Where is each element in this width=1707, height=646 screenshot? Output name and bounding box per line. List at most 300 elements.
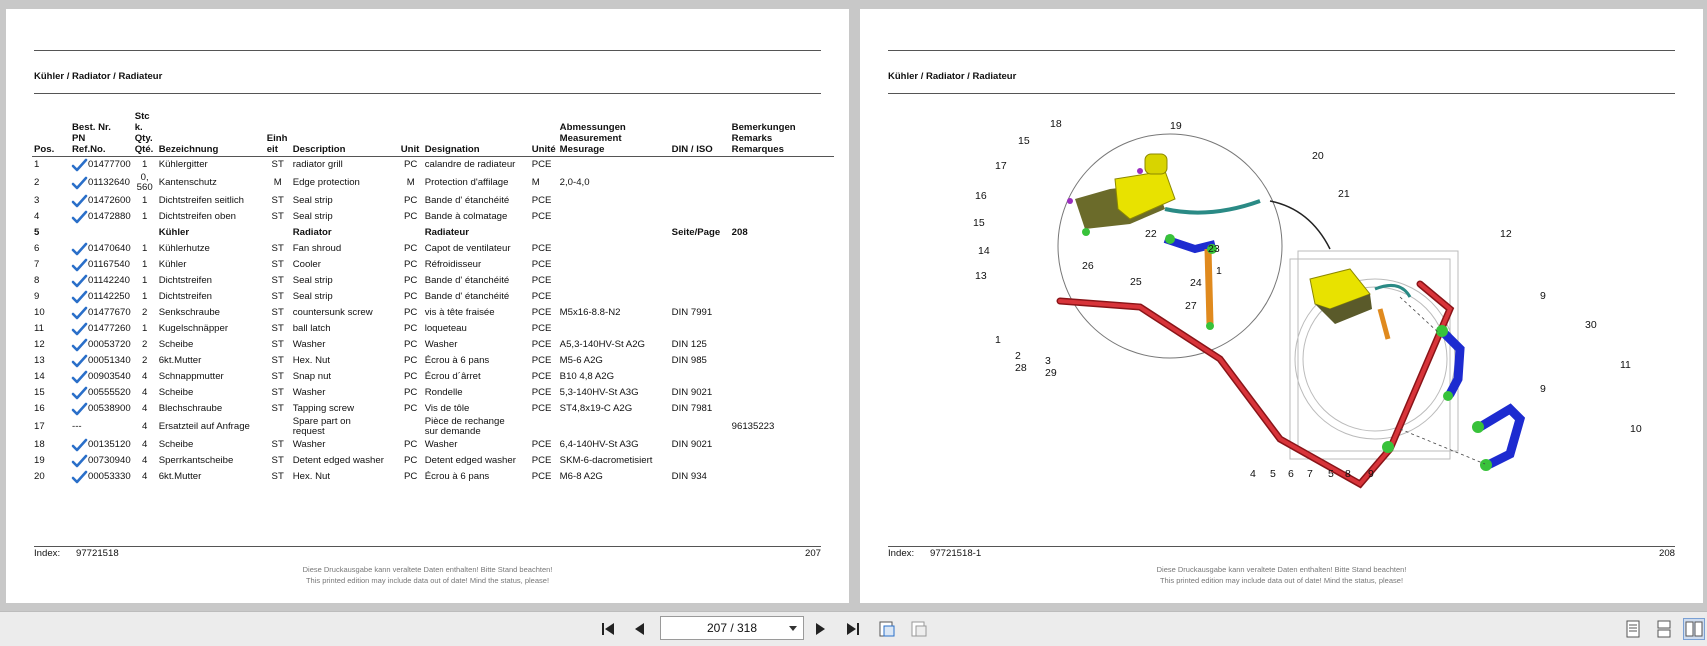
cell-desig-text: Écrou à 6 pans	[424, 470, 490, 482]
cell-unite	[530, 273, 558, 289]
page-indicator: 207 / 318	[706, 621, 758, 635]
cell-bem	[730, 337, 834, 353]
cell-din	[670, 353, 730, 369]
cell-qty	[133, 385, 157, 401]
cell-pos-text: 1	[34, 158, 40, 170]
table-header	[32, 111, 834, 157]
cell-desc	[291, 369, 399, 385]
cell-unit-text: PC	[404, 306, 418, 318]
cell-einh	[265, 157, 291, 174]
cell-einh-text: ST	[271, 470, 284, 482]
expansion-tank-main	[1310, 269, 1410, 339]
cell-desc	[291, 225, 399, 241]
parts-table	[32, 111, 834, 485]
cell-desig-text: vis à tête fraisée	[424, 306, 495, 318]
cell-pn	[70, 241, 133, 257]
cell-einh-text: ST	[271, 158, 284, 170]
cell-einh-text: ST	[271, 210, 284, 222]
cell-desc	[291, 401, 399, 417]
page-number: 208	[1658, 548, 1675, 559]
cell-einh	[265, 257, 291, 273]
cell-pos	[32, 305, 70, 321]
cell-qty-text: 1	[142, 242, 148, 254]
cell-abm	[558, 453, 670, 469]
cell-bez	[157, 193, 265, 209]
cell-abm	[558, 173, 670, 193]
cell-unit-text: PC	[404, 194, 418, 206]
cell-unite	[530, 437, 558, 453]
cell-din	[670, 469, 730, 485]
cell-einh	[265, 353, 291, 369]
cell-qty	[133, 469, 157, 485]
col-pn: Best. Nr. PN Ref.No.	[70, 111, 133, 157]
cell-bez-text: Scheibe	[158, 438, 194, 450]
cell-pn-text: 00538900	[88, 403, 131, 414]
cell-pos	[32, 225, 70, 241]
callout-label: 7	[1307, 468, 1313, 480]
cell-din	[670, 209, 730, 225]
cell-qty	[133, 209, 157, 225]
table-row	[32, 241, 834, 257]
cell-desig	[423, 401, 530, 417]
cell-bez	[157, 437, 265, 453]
cell-abm	[558, 321, 670, 337]
cell-abm	[558, 241, 670, 257]
cell-unit	[399, 453, 423, 469]
callout-label: 8	[1345, 468, 1351, 480]
cell-abm	[558, 401, 670, 417]
cell-bez-text: Dichtstreifen seitlich	[158, 194, 244, 206]
table-row	[32, 257, 834, 273]
col-desc: Description	[291, 111, 399, 157]
checkmark-icon	[72, 307, 87, 320]
cell-bez	[157, 417, 265, 437]
cell-einh	[265, 437, 291, 453]
callout-label: 29	[1045, 367, 1057, 379]
cell-bez	[157, 321, 265, 337]
cell-qty-text: 4	[142, 470, 148, 482]
cell-desig	[423, 305, 530, 321]
cell-abm	[558, 305, 670, 321]
checkmark-icon	[72, 195, 87, 208]
next-page-icon[interactable]	[810, 618, 832, 640]
cell-bez	[157, 289, 265, 305]
cell-pos-text: 6	[34, 242, 40, 254]
cell-bez	[157, 401, 265, 417]
index-label: Index:	[888, 548, 915, 559]
cell-qty	[133, 173, 157, 193]
cell-desc-text: countersunk screw	[292, 306, 373, 318]
cell-unit	[399, 241, 423, 257]
cell-pn	[70, 173, 133, 193]
title-rule	[888, 93, 1675, 94]
cell-unite	[530, 321, 558, 337]
cell-desc	[291, 241, 399, 257]
cell-einh-text: ST	[271, 370, 284, 382]
single-page-icon[interactable]	[1622, 618, 1644, 640]
cell-desc-text: Washer	[292, 438, 326, 450]
cell-einh	[265, 385, 291, 401]
table-row	[32, 369, 834, 385]
cell-bez-text: Senkschraube	[158, 306, 221, 318]
cell-unit-text: PC	[404, 454, 418, 466]
callout-label: 17	[995, 160, 1007, 172]
cell-pos	[32, 209, 70, 225]
index-value: 97721518-1	[930, 548, 982, 559]
cell-abm	[558, 273, 670, 289]
cell-desig	[423, 417, 530, 437]
cell-din-text: DIN 7991	[671, 306, 713, 318]
cell-unit-text: PC	[404, 290, 418, 302]
cell-pn-text: 00730940	[88, 455, 131, 466]
cell-pn-text: 00135120	[88, 439, 131, 450]
cell-din	[670, 225, 730, 241]
cell-qty	[133, 417, 157, 437]
cell-abm-text: 5,3-140HV-St A3G	[559, 386, 639, 398]
cell-unite-text: PCE	[531, 242, 552, 254]
col-qty: Stc k. Qty. Qté.	[133, 111, 157, 157]
page-title: Kühler / Radiator / Radiateur	[34, 71, 163, 82]
checkmark-icon	[72, 339, 87, 352]
cell-qty-text: 4	[142, 370, 148, 382]
cell-abm	[558, 289, 670, 305]
cell-bez	[157, 257, 265, 273]
table-row	[32, 209, 834, 225]
cell-einh	[265, 289, 291, 305]
cell-unite-text: M	[531, 176, 540, 188]
cell-bem	[730, 353, 834, 369]
checkmark-icon	[72, 291, 87, 304]
first-page-icon[interactable]	[597, 618, 619, 640]
cell-unit-text: PC	[404, 242, 418, 254]
viewer-toolbar	[0, 611, 1707, 646]
cell-desig-text: Washer	[424, 438, 458, 450]
callout-label: 14	[978, 245, 990, 257]
cell-din	[670, 273, 730, 289]
cell-qty	[133, 225, 157, 241]
cell-qty	[133, 401, 157, 417]
cell-desig	[423, 453, 530, 469]
callout-label: 21	[1338, 188, 1350, 200]
cell-einh	[265, 453, 291, 469]
cell-bem	[730, 173, 834, 193]
cell-abm	[558, 353, 670, 369]
callout-label: 3	[1045, 355, 1051, 367]
cell-pos	[32, 273, 70, 289]
cell-einh-text: ST	[271, 242, 284, 254]
cell-abm	[558, 385, 670, 401]
cell-desc-text: Snap nut	[292, 370, 332, 382]
cell-desc	[291, 469, 399, 485]
cell-pn	[70, 321, 133, 337]
cell-unit	[399, 173, 423, 193]
cell-unite-text: PCE	[531, 210, 552, 222]
cell-qty-text: 1	[142, 194, 148, 206]
header-rule	[888, 50, 1675, 51]
cell-pos-text: 4	[34, 210, 40, 222]
orange-pipe	[1208, 249, 1210, 324]
cell-abm	[558, 209, 670, 225]
table-row	[32, 469, 834, 485]
cell-desig	[423, 437, 530, 453]
cell-pn-text: 01477700	[88, 159, 131, 170]
callout-label: 9	[1540, 383, 1546, 395]
cell-bez-text: Kühler	[158, 258, 187, 270]
cell-pn-text: 01472880	[88, 211, 131, 222]
cell-unit	[399, 209, 423, 225]
cell-qty	[133, 437, 157, 453]
cell-bez-text: Kühlerhutze	[158, 242, 210, 254]
cell-din	[670, 401, 730, 417]
blue-hoses	[1445, 334, 1520, 464]
cell-unite-text: PCE	[531, 194, 552, 206]
callout-label: 18	[1050, 118, 1062, 130]
checkmark-icon	[72, 355, 87, 368]
cell-din-text: DIN 125	[671, 338, 707, 350]
cell-desc-text: Detent edged washer	[292, 454, 384, 466]
cell-bem	[730, 417, 834, 437]
cell-pos-text: 3	[34, 194, 40, 206]
cell-pos-text: 5	[34, 226, 40, 238]
cell-qty-text: 2	[142, 338, 148, 350]
cell-qty-text: 0, 560	[136, 172, 153, 193]
cell-desc	[291, 305, 399, 321]
cell-abm	[558, 469, 670, 485]
callout-label: 5	[1270, 468, 1276, 480]
cell-qty	[133, 353, 157, 369]
cell-einh-text: ST	[271, 386, 284, 398]
cell-qty	[133, 369, 157, 385]
cell-unit-text: PC	[404, 370, 418, 382]
cell-din	[670, 241, 730, 257]
cell-pos-text: 2	[34, 176, 40, 188]
cell-qty	[133, 453, 157, 469]
callout-label: 15	[973, 217, 985, 229]
cell-din-text: Seite/Page	[671, 226, 721, 238]
page-selector[interactable]	[660, 616, 804, 640]
callout-label: 19	[1170, 120, 1182, 132]
table-row	[32, 321, 834, 337]
detail-leader	[1270, 201, 1330, 249]
cell-pn	[70, 193, 133, 209]
cell-pos-text: 11	[34, 322, 44, 334]
cell-einh-text: ST	[271, 290, 284, 302]
col-unite: Unité	[530, 111, 558, 157]
cell-qty	[133, 257, 157, 273]
checkmark-icon	[72, 159, 87, 172]
cell-pn	[70, 225, 133, 241]
cell-pos	[32, 337, 70, 353]
checkmark-icon	[72, 387, 87, 400]
cell-pos-text: 15	[34, 386, 45, 398]
cell-din	[670, 369, 730, 385]
cell-desc	[291, 193, 399, 209]
table-row	[32, 193, 834, 209]
cell-einh-text: ST	[271, 258, 284, 270]
table-row	[32, 337, 834, 353]
cell-pos-text: 18	[34, 438, 45, 450]
cell-einh	[265, 321, 291, 337]
cell-bem	[730, 385, 834, 401]
cell-abm-text: 2,0-4,0	[559, 176, 590, 188]
continuous-page-icon[interactable]	[1653, 618, 1675, 640]
cell-pn-text: 01142240	[88, 275, 130, 286]
cell-desig-text: loqueteau	[424, 322, 467, 334]
cell-abm-text: B10 4,8 A2G	[559, 370, 615, 382]
cell-pos	[32, 353, 70, 369]
cell-pos	[32, 173, 70, 193]
cell-bez-text: Sperrkantscheibe	[158, 454, 234, 466]
cell-pn-text: 00053330	[88, 471, 131, 482]
cell-din	[670, 337, 730, 353]
cell-desc-text: Seal strip	[292, 290, 333, 302]
cell-desig	[423, 337, 530, 353]
cell-abm	[558, 193, 670, 209]
callout-label: 27	[1185, 300, 1197, 312]
table-row	[32, 385, 834, 401]
callout-label: 13	[975, 270, 987, 282]
cell-desig-text: Bande d' étanchéité	[424, 274, 510, 286]
callout-label: 26	[1082, 260, 1094, 272]
cell-einh	[265, 209, 291, 225]
cell-pn	[70, 305, 133, 321]
cell-din	[670, 173, 730, 193]
cell-pos-text: 17	[34, 420, 45, 432]
cell-pos-text: 19	[34, 454, 45, 466]
cell-bem-text: 96135223	[731, 420, 775, 432]
cell-pn	[70, 353, 133, 369]
cell-desc-text: Spare part on request	[292, 416, 351, 437]
checkmark-icon	[72, 211, 87, 224]
left-page	[6, 9, 849, 603]
right-page	[860, 9, 1703, 603]
cell-pos	[32, 157, 70, 174]
checkmark-icon	[72, 439, 87, 452]
cell-pn	[70, 273, 133, 289]
cell-qty	[133, 305, 157, 321]
cell-pn	[70, 289, 133, 305]
checkmark-icon	[72, 455, 87, 468]
footer-rule	[34, 546, 821, 547]
cell-bez	[157, 225, 265, 241]
table-row	[32, 289, 834, 305]
cell-unit	[399, 401, 423, 417]
cell-qty-text: 1	[142, 258, 148, 270]
cell-din	[670, 417, 730, 437]
cell-unit	[399, 337, 423, 353]
cell-bez-text: Schnappmutter	[158, 370, 224, 382]
cell-bez-text: Dichtstreifen	[158, 290, 213, 302]
col-unit: Unit	[399, 111, 423, 157]
cell-din-text: DIN 9021	[671, 438, 713, 450]
cell-pn-text: 01477670	[88, 307, 131, 318]
cell-desc	[291, 353, 399, 369]
cell-bez-text: Kühlergitter	[158, 158, 208, 170]
cell-unite	[530, 385, 558, 401]
cell-pos	[32, 257, 70, 273]
table-row	[32, 437, 834, 453]
cell-abm	[558, 369, 670, 385]
cell-din	[670, 157, 730, 174]
cell-desc	[291, 385, 399, 401]
cell-unite-text: PCE	[531, 370, 552, 382]
cell-bez	[157, 337, 265, 353]
table-row	[32, 273, 834, 289]
cell-unite-text: PCE	[531, 354, 552, 366]
prev-page-icon[interactable]	[628, 618, 650, 640]
cell-unit	[399, 193, 423, 209]
cell-bez	[157, 353, 265, 369]
cell-unite-text: PCE	[531, 454, 552, 466]
cell-pos	[32, 321, 70, 337]
cell-pn	[70, 385, 133, 401]
cell-bez	[157, 209, 265, 225]
cell-unite	[530, 401, 558, 417]
fit-page-icon[interactable]	[876, 618, 898, 640]
cell-desig	[423, 469, 530, 485]
cell-desig-text: Pièce de rechange sur demande	[424, 416, 505, 437]
cell-einh	[265, 193, 291, 209]
cell-unit-text: PC	[404, 338, 418, 350]
callout-label: 24	[1190, 277, 1202, 289]
cell-unit	[399, 257, 423, 273]
cell-desig-text: Réfroidisseur	[424, 258, 482, 270]
callout-label: 23	[1208, 243, 1220, 255]
cell-desc	[291, 437, 399, 453]
cell-unite	[530, 173, 558, 193]
cell-abm-text: A5,3-140HV-St A2G	[559, 338, 645, 350]
cell-bez-text: Dichtstreifen	[158, 274, 213, 286]
two-page-icon[interactable]	[1683, 618, 1705, 640]
cell-desig-text: Bande d' étanchéité	[424, 290, 510, 302]
table-row	[32, 453, 834, 469]
cell-unite-text: PCE	[531, 258, 552, 270]
cell-pn-text: 00053720	[88, 339, 131, 350]
cell-einh	[265, 337, 291, 353]
cell-desig	[423, 241, 530, 257]
cell-abm-text: 6,4-140HV-St A3G	[559, 438, 639, 450]
cell-pos	[32, 369, 70, 385]
cell-unit	[399, 305, 423, 321]
cell-din-text: DIN 934	[671, 470, 707, 482]
table-row	[32, 417, 834, 437]
cell-unite	[530, 369, 558, 385]
cell-din	[670, 257, 730, 273]
cell-unite	[530, 257, 558, 273]
cell-unit-text: PC	[404, 438, 418, 450]
cell-unit-text: PC	[404, 210, 418, 222]
fit-width-icon[interactable]	[908, 618, 930, 640]
cell-din	[670, 385, 730, 401]
cell-abm-text: M5x16-8.8-N2	[559, 306, 621, 318]
table-row	[32, 305, 834, 321]
cell-desc	[291, 289, 399, 305]
cell-bem	[730, 369, 834, 385]
cell-bez	[157, 453, 265, 469]
last-page-icon[interactable]	[842, 618, 864, 640]
callout-label: 1	[995, 334, 1001, 346]
cell-einh	[265, 369, 291, 385]
cell-pn-text: ---	[72, 420, 82, 432]
radiator-exploded-diagram	[973, 109, 1642, 529]
checkmark-icon	[72, 471, 87, 484]
cell-pn-text: 01477260	[88, 323, 131, 334]
checkmark-icon	[72, 259, 87, 272]
cell-qty	[133, 321, 157, 337]
cell-desc	[291, 209, 399, 225]
cell-din-text: DIN 7981	[671, 402, 713, 414]
cell-pos-text: 8	[34, 274, 40, 286]
